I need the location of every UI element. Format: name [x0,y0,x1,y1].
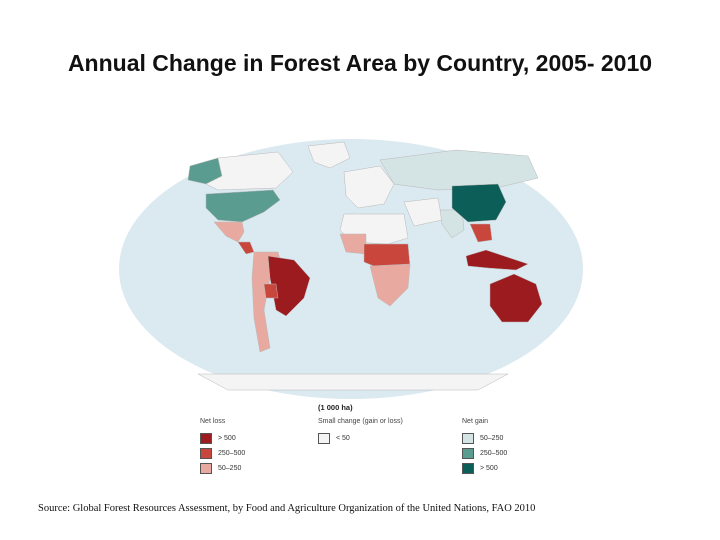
legend-unit: (1 000 ha) [318,403,353,412]
legend-heading-small-change: Small change (gain or loss) [318,418,403,425]
region-antarctica [198,374,508,390]
world-map [118,138,584,400]
legend-heading-net-gain: Net gain [462,418,489,425]
legend-label: > 500 [218,434,236,442]
legend-item [200,447,245,459]
legend-label: 50–250 [218,464,242,472]
legend-swatch [200,433,212,444]
legend-swatch [200,463,212,474]
legend-item [462,462,498,474]
legend-swatch [200,448,212,459]
legend-swatch [462,463,474,474]
source-note: Source: Global Forest Resources Assessment, by Food and Agriculture Organization of the United Nations, FAO 2010 [38,503,536,514]
legend-item [462,432,503,444]
legend-item [318,432,350,444]
legend-swatch [462,448,474,459]
map-title: Annual Change in Forest Area by Country, 2005- 2010 [67,50,653,76]
legend-swatch [318,433,330,444]
legend-label: 50–250 [480,434,504,442]
legend-swatch [462,433,474,444]
legend-label: < 50 [336,434,350,442]
legend-heading-net-loss: Net loss [200,418,226,425]
legend-label: > 500 [480,464,498,472]
legend-label: 250–500 [218,449,246,457]
legend [200,400,530,490]
legend-item [200,432,236,444]
region-bolivia [264,284,278,298]
legend-item [200,462,241,474]
legend-label: 250–500 [480,449,508,457]
legend-item [462,447,507,459]
